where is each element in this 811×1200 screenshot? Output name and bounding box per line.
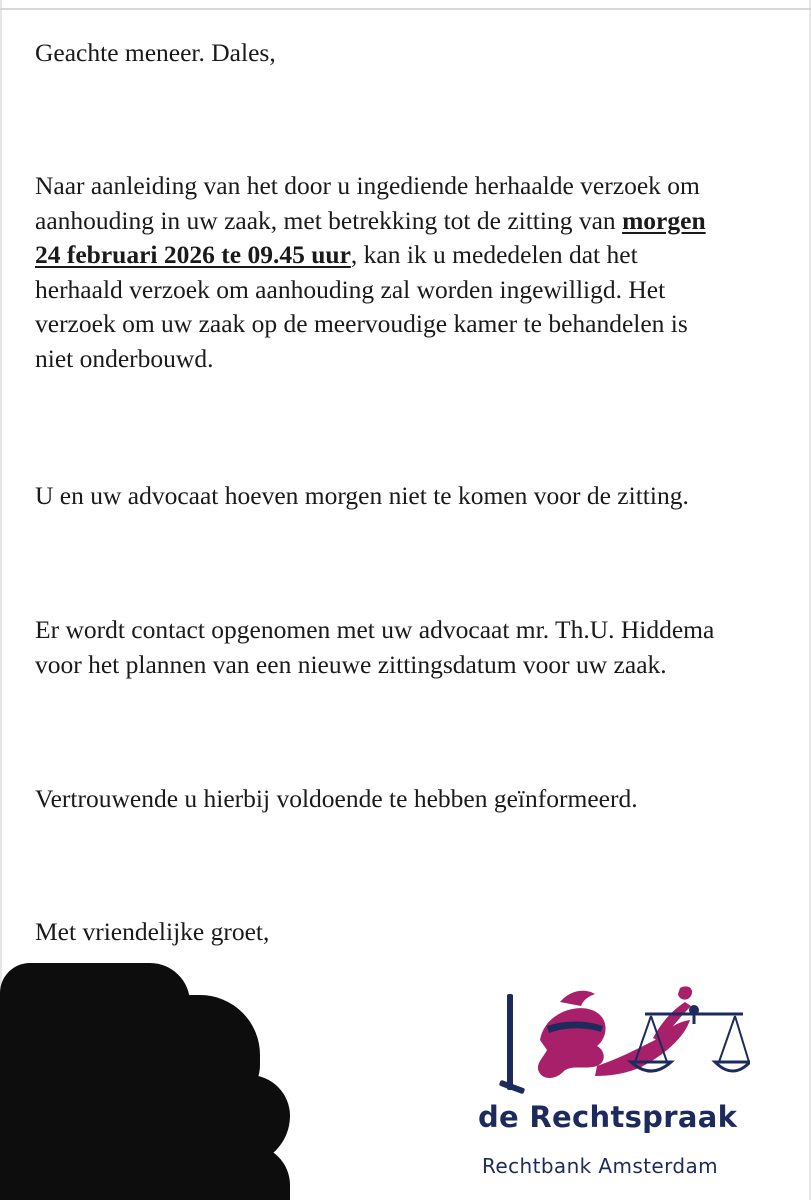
paragraph-line: herhaald verzoek om aanhouding zal worden ingewilligd. Het: [35, 274, 666, 304]
salutation-text: Geachte meneer. Dales,: [35, 38, 276, 67]
paragraph-line: [35, 238, 805, 273]
closing: [35, 915, 805, 950]
paragraph-no-attendance: [35, 479, 805, 514]
paragraph-adjournment: [35, 169, 805, 376]
top-divider: [0, 8, 811, 10]
paragraph-line: niet onderbouwd.: [35, 343, 214, 373]
redacted-signature: [0, 955, 300, 1200]
paragraph-contact-lawyer: [35, 613, 805, 682]
salutation: [35, 36, 805, 71]
justitia-emblem-icon: [485, 980, 750, 1100]
paragraph-line: Naar aanleiding van het door u ingediende herhaalde verzoek om: [35, 171, 700, 200]
paragraph-line: verzoek om uw zaak op de meervoudige kamer te behandelen is: [35, 309, 688, 338]
paragraph-line: [35, 204, 805, 239]
redaction-blob: [0, 1065, 120, 1175]
paragraph-line: U en uw advocaat hoeven morgen niet te komen voor de zitting.: [35, 481, 689, 510]
hearing-date-emphasis-2: 24 februari 2026 te 09.45 uur: [35, 240, 351, 269]
paragraph-line-text: , kan ik u mededelen dat het: [350, 240, 638, 269]
paragraph-line: Vertrouwende u hierbij voldoende te hebben geïnformeerd.: [35, 784, 638, 813]
hearing-date-emphasis-1: morgen: [622, 205, 706, 235]
paragraph-line: voor het plannen van een nieuwe zittingsdatum voor uw zaak.: [35, 649, 667, 679]
paragraph-line-text: aanhouding in uw zaak, met betrekking tot de zitting van: [35, 205, 623, 235]
paragraph-line: Er wordt contact opgenomen met uw advocaat mr. Th.U. Hiddema: [35, 615, 715, 644]
court-name: Rechtbank Amsterdam: [482, 1154, 719, 1178]
closing-text: Met vriendelijke groet,: [35, 917, 270, 946]
brand-name: de Rechtspraak: [478, 1100, 738, 1134]
paragraph-informed: [35, 782, 805, 817]
rechtspraak-logo: [470, 980, 770, 1180]
